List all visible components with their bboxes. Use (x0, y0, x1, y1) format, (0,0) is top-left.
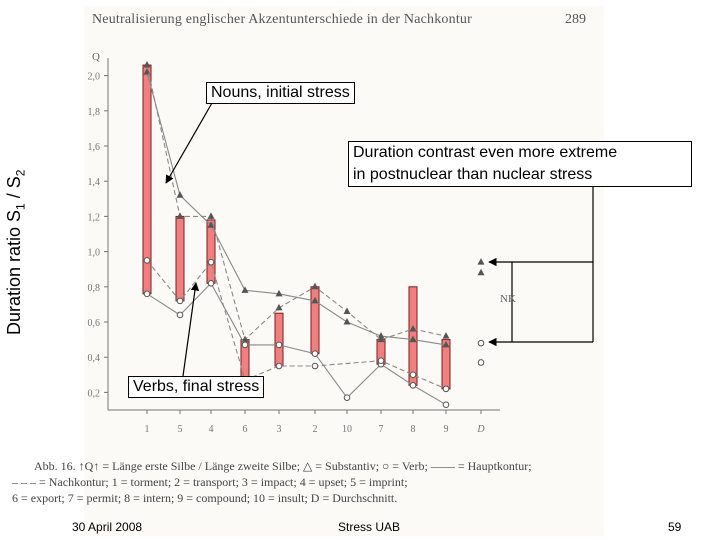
y-tick-label: 0,2 (87, 388, 100, 400)
average-verb-marker (478, 340, 484, 346)
verb-marker (443, 402, 449, 408)
verb-marker (276, 363, 282, 369)
y-axis-title-main: Duration ratio S (4, 209, 24, 335)
verb-marker (144, 291, 150, 297)
noun-marker (276, 304, 283, 311)
noun-marker (344, 318, 351, 325)
arrow-verbs (183, 283, 196, 376)
range-bar-2 (311, 287, 319, 354)
y-tick-label: 0,6 (87, 318, 100, 329)
caption-line-1: Abb. 16. ↑Q↑ = Länge erste Silbe / Länge zweite Silbe; △ = Substantiv; ○ = Verb; —— = Hauptkontur; (34, 459, 532, 473)
verb-marker (378, 358, 384, 364)
average-noun-marker (478, 258, 485, 265)
noun-marker (144, 61, 151, 68)
running-head: Neutralisierung englischer Akzentunterschiede in der Nachkontur (92, 12, 472, 27)
x-tick-label: 10 (342, 424, 352, 435)
x-tick-label: D (477, 424, 485, 435)
series-line-3 (147, 260, 446, 389)
series-line-1 (147, 65, 446, 340)
y-tick-label: 1,6 (87, 142, 100, 153)
y-axis-title-sep: / S (4, 176, 24, 204)
callout-contrast (348, 141, 692, 187)
arrow-nouns (166, 103, 212, 183)
x-tick-label: 7 (378, 424, 384, 435)
x-tick-label: 9 (443, 424, 449, 435)
y-tick-label: 0,8 (87, 282, 100, 294)
noun-marker (344, 307, 351, 314)
verb-marker (312, 363, 318, 369)
verb-marker (344, 395, 350, 401)
figure-caption (12, 458, 602, 506)
y-tick-label: 1,0 (87, 247, 100, 259)
nk-label: NK (500, 293, 516, 305)
verb-marker (177, 298, 183, 304)
range-bar-5 (176, 216, 184, 300)
callout-contrast-line1: Duration contrast even more extreme (353, 144, 618, 161)
average-verb-marker (478, 360, 484, 366)
x-tick-label: 8 (410, 424, 416, 435)
series-line-0 (147, 72, 446, 345)
average-noun-marker (478, 269, 485, 276)
noun-marker (242, 286, 249, 293)
y-tick-label: 1,4 (87, 177, 100, 189)
noun-marker (177, 191, 184, 198)
verb-marker (312, 351, 318, 357)
footer-date: 30 April 2008 (72, 520, 143, 534)
range-bar-3 (275, 313, 283, 366)
verb-marker (208, 280, 214, 286)
callout-verbs: Verbs, final stress (128, 376, 264, 398)
verb-marker (410, 383, 416, 389)
caption-line-3: 6 = export; 7 = permit; 8 = intern; 9 = compound; 10 = insult; D = Durchschnitt. (12, 491, 398, 505)
y-tick-label: 1,2 (87, 212, 100, 224)
callout-nouns: Nouns, initial stress (206, 82, 355, 104)
x-tick-label: 4 (208, 424, 214, 435)
x-tick-label: 1 (144, 424, 150, 435)
noun-marker (177, 212, 184, 219)
chart-series (144, 61, 485, 407)
noun-marker (312, 283, 319, 290)
verb-marker (410, 372, 416, 378)
y-axis-title-sub2: 2 (13, 169, 28, 177)
callout-contrast-line2: in postnuclear than nuclear stress (353, 166, 593, 183)
y-axis-symbol: Q (92, 51, 100, 63)
verb-marker (208, 259, 214, 265)
verb-marker (144, 258, 150, 264)
noun-marker (208, 212, 215, 219)
y-tick-label: 1,8 (87, 106, 100, 118)
verb-marker (177, 312, 183, 318)
verb-marker (443, 386, 449, 392)
noun-marker (443, 332, 450, 339)
x-tick-label: 3 (276, 424, 282, 435)
book-page-number: 289 (565, 12, 586, 27)
verb-marker (242, 342, 248, 348)
footer-slide-number: 59 (668, 520, 682, 534)
x-tick-label: 6 (242, 424, 248, 435)
x-tick-label: 2 (312, 424, 318, 435)
caption-line-2: – – – = Nachkontur; 1 = torment; 2 = transport; 3 = impact; 4 = upset; 5 = imprint; (12, 475, 408, 489)
y-tick-label: 2,0 (87, 71, 100, 83)
y-tick-label: 0,4 (87, 353, 100, 365)
y-axis-title-sub1: 1 (13, 203, 28, 210)
footer-title: Stress UAB (338, 520, 401, 534)
x-tick-label: 5 (177, 424, 183, 435)
chart-bars (143, 65, 450, 389)
verb-marker (276, 342, 282, 348)
